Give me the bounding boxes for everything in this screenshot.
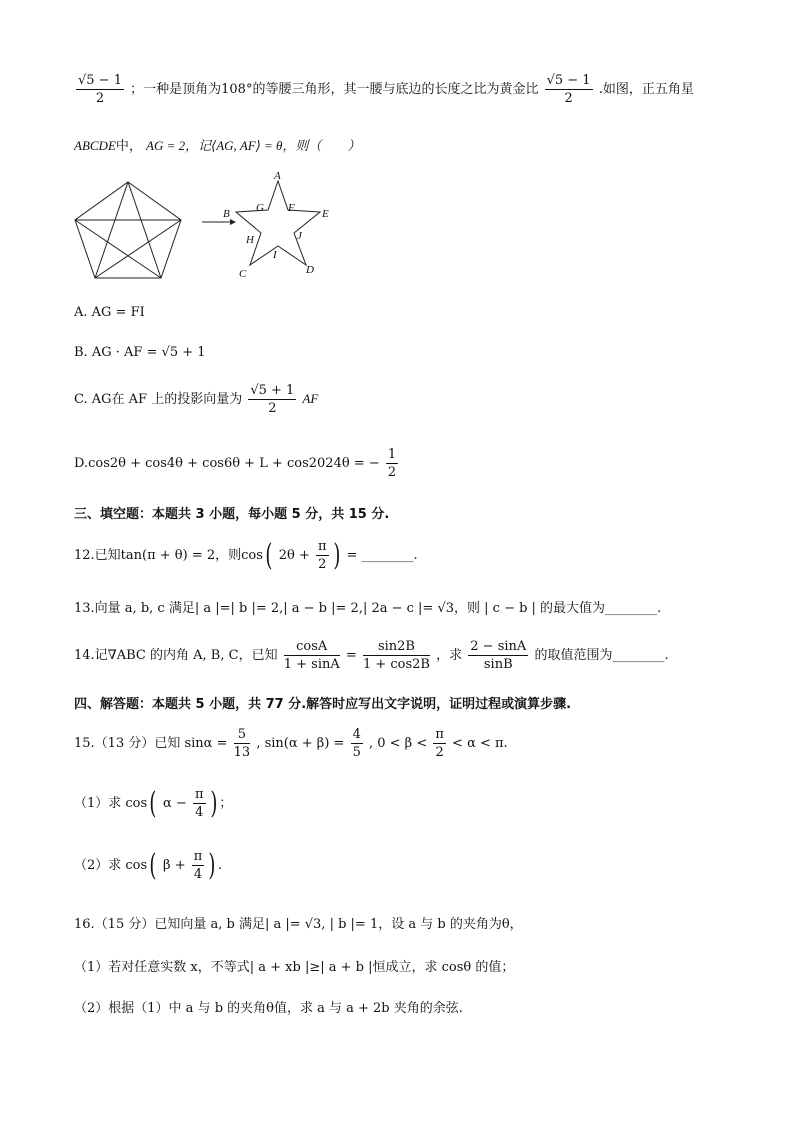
star-label-I: I xyxy=(273,249,277,261)
star-label-C: C xyxy=(239,268,247,280)
star-label-D: D xyxy=(306,264,314,276)
section-4-heading: 四、解答题：本题共 5 小题，共 77 分.解答时应写出文字说明，证明过程或演算步骤. xyxy=(74,697,572,712)
question-16-part-2: （2）根据（1）中 a 与 b 的夹角θ值，求 a 与 a + 2b 夹角的余弦. xyxy=(74,1001,463,1016)
golden-ratio-fraction: $\frac{√5 - 1}{2}$ xyxy=(78,73,122,106)
question-16: 16.（15 分）已知向量 a, b 满足| a |= √3, | b |= 1，设 a 与 b 的夹角为θ， xyxy=(74,917,523,932)
pentagon-with-diagonals xyxy=(75,182,181,278)
question-15-part-2: （2）求 cos( β + $\frac{\pi}{4}$ ) . xyxy=(74,847,223,883)
star-label-J: J xyxy=(297,230,302,242)
intro-tail: .如图，正五角星 xyxy=(598,82,694,97)
star-label-G: G xyxy=(256,202,264,214)
option-D: D.cos2θ + cos4θ + cos6θ + L + cos2024θ = − $\frac{1}{2}$ xyxy=(74,447,397,480)
question-13: 13.向量 a, b, c 满足| a |=| b |= 2,| a − b |= 2,| 2a − c |= √3，则 | c − b | 的最大值为________. xyxy=(74,601,662,616)
star-label-H: H xyxy=(246,234,254,246)
star-label-B: B xyxy=(223,208,230,220)
star-label-E: E xyxy=(322,208,329,220)
arrow-icon xyxy=(202,219,236,225)
star-figure xyxy=(236,181,320,265)
option-A: A. AG = FI xyxy=(74,305,145,320)
intro-text: ；一种是顶角为108°的等腰三角形，其一腰与底边的长度之比为黄金比 xyxy=(130,82,539,97)
star-label-A: A xyxy=(274,170,281,182)
question-14: 14.记∇ABC 的内角 A, B, C，已知 $\frac{\cos A}{1 + \sin A}$ = $\frac{\sin 2B}{1 + \cos 2B}$ ，求 $\frac{2 - \sin A}{\sin B}$ 的取值范围为________. xyxy=(74,639,669,672)
section-3-heading: 三、填空题：本题共 3 小题，每小题 5 分，共 15 分. xyxy=(74,507,390,522)
question-12: 12.已知tan(π + θ) = 2，则cos( 2θ + $\frac{\pi}{2}$ ) = ________. xyxy=(74,537,418,573)
golden-ratio-fraction-2: $\frac{√5 - 1}{2}$ xyxy=(546,73,591,106)
question-15-part-1: （1）求 cos( α − $\frac{\pi}{4}$ ) ； xyxy=(74,785,233,821)
question-16-part-1: （1）若对任意实数 x，不等式| a + xb |≥| a + b |恒成立，求 cosθ 的值； xyxy=(74,960,515,975)
intro-line-1 xyxy=(74,72,694,107)
question-15: 15.（13 分）已知 sinα = $\frac{5}{13}$ , sin(α + β) = $\frac{4}{5}$ , 0 < β < $\frac{\pi}{2}$ < α < π. xyxy=(74,727,508,760)
intro-line-2: ABCDE中， AG = 2，记⟨AG, AF⟩ = θ，则（ ） xyxy=(74,138,361,154)
option-C: C. AG在 AF 上的投影向量为 $\frac{√5 + 1}{2}$ AF xyxy=(74,383,319,416)
option-B: B. AG · AF = √5 + 1 xyxy=(74,345,206,360)
star-label-F: F xyxy=(288,202,295,214)
